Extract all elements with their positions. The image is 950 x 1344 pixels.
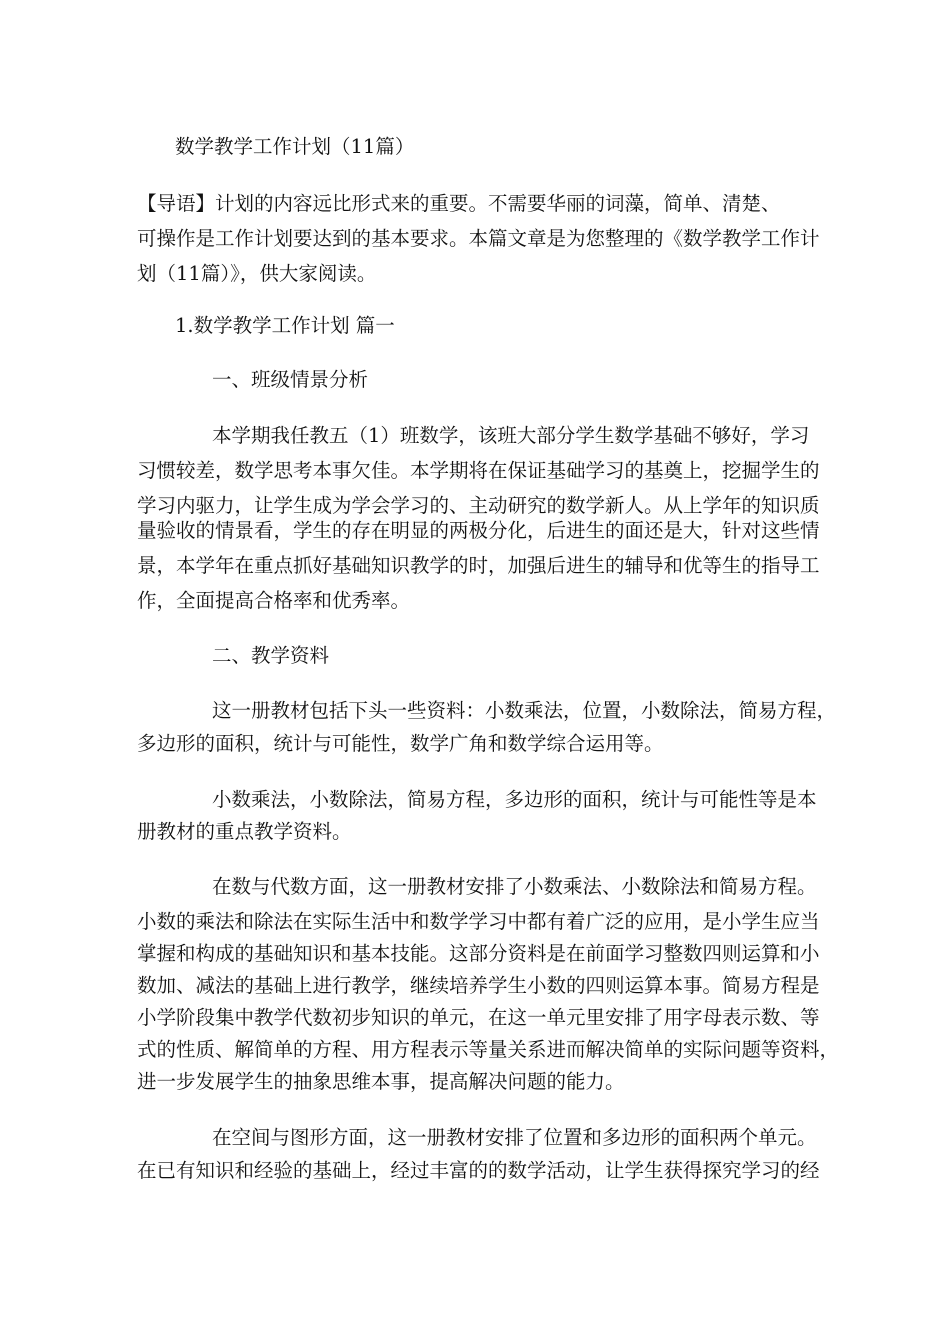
paragraph-1-line: 作，全面提高合格率和优秀率。 (137, 589, 411, 612)
document-title: 数学教学工作计划（11篇） (175, 135, 415, 158)
paragraph-4-line: 进一步发展学生的抽象思维本事，提高解决问题的能力。 (137, 1070, 625, 1093)
paragraph-1-line: 习惯较差，数学思考本事欠佳。本学期将在保证基础学习的基奠上，挖掘学生的 (137, 459, 820, 482)
paragraph-1-line: 景，本学年在重点抓好基础知识教学的时，加强后进生的辅导和优等生的指导工 (137, 554, 820, 577)
subsection-heading-1: 一、班级情景分析 (212, 368, 369, 391)
paragraph-1-line: 学习内驱力，让学生成为学会学习的、主动研究的数学新人。从上学年的知识质 (137, 494, 820, 517)
paragraph-4-line: 小数的乘法和除法在实际生活中和数学学习中都有着广泛的应用，是小学生应当 (137, 910, 820, 933)
paragraph-1-line: 量验收的情景看，学生的存在明显的两极分化，后进生的面还是大，针对这些情 (137, 519, 820, 542)
paragraph-3-line: 册教材的重点教学资料。 (137, 820, 352, 843)
paragraph-3-line: 小数乘法，小数除法，简易方程，多边形的面积，统计与可能性等是本 (212, 788, 817, 811)
paragraph-4-line: 小学阶段集中教学代数初步知识的单元，在这一单元里安排了用字母表示数、等 (137, 1006, 820, 1029)
section-heading: 1.数学教学工作计划 篇一 (175, 314, 395, 337)
paragraph-4-line: 数加、减法的基础上进行教学，继续培养学生小数的四则运算本事。简易方程是 (137, 974, 820, 997)
paragraph-4-line: 在数与代数方面，这一册教材安排了小数乘法、小数除法和简易方程。 (212, 875, 817, 898)
paragraph-5-line: 在空间与图形方面，这一册教材安排了位置和多边形的面积两个单元。 (212, 1126, 817, 1149)
intro-line: 可操作是工作计划要达到的基本要求。本篇文章是为您整理的《数学教学工作计 (137, 227, 820, 250)
paragraph-4-line: 掌握和构成的基础知识和基本技能。这部分资料是在前面学习整数四则运算和小 (137, 942, 820, 965)
intro-line: 划（11篇）》，供大家阅读。 (137, 262, 377, 285)
subsection-heading-2: 二、教学资料 (212, 644, 330, 667)
intro-line: 【导语】计划的内容远比形式来的重要。不需要华丽的词藻，简单、清楚、 (137, 192, 781, 215)
paragraph-4-line: 式的性质、解简单的方程、用方程表示等量关系进而解决简单的实际问题等资料， (137, 1038, 840, 1061)
paragraph-5-line: 在已有知识和经验的基础上，经过丰富的的数学活动，让学生获得探究学习的经 (137, 1159, 820, 1182)
paragraph-2-line: 多边形的面积，统计与可能性，数学广角和数学综合运用等。 (137, 732, 664, 755)
paragraph-2-line: 这一册教材包括下头一些资料：小数乘法，位置，小数除法，简易方程， (212, 699, 837, 722)
paragraph-1-line: 本学期我任教五（1）班数学，该班大部分学生数学基础不够好，学习 (212, 424, 810, 447)
